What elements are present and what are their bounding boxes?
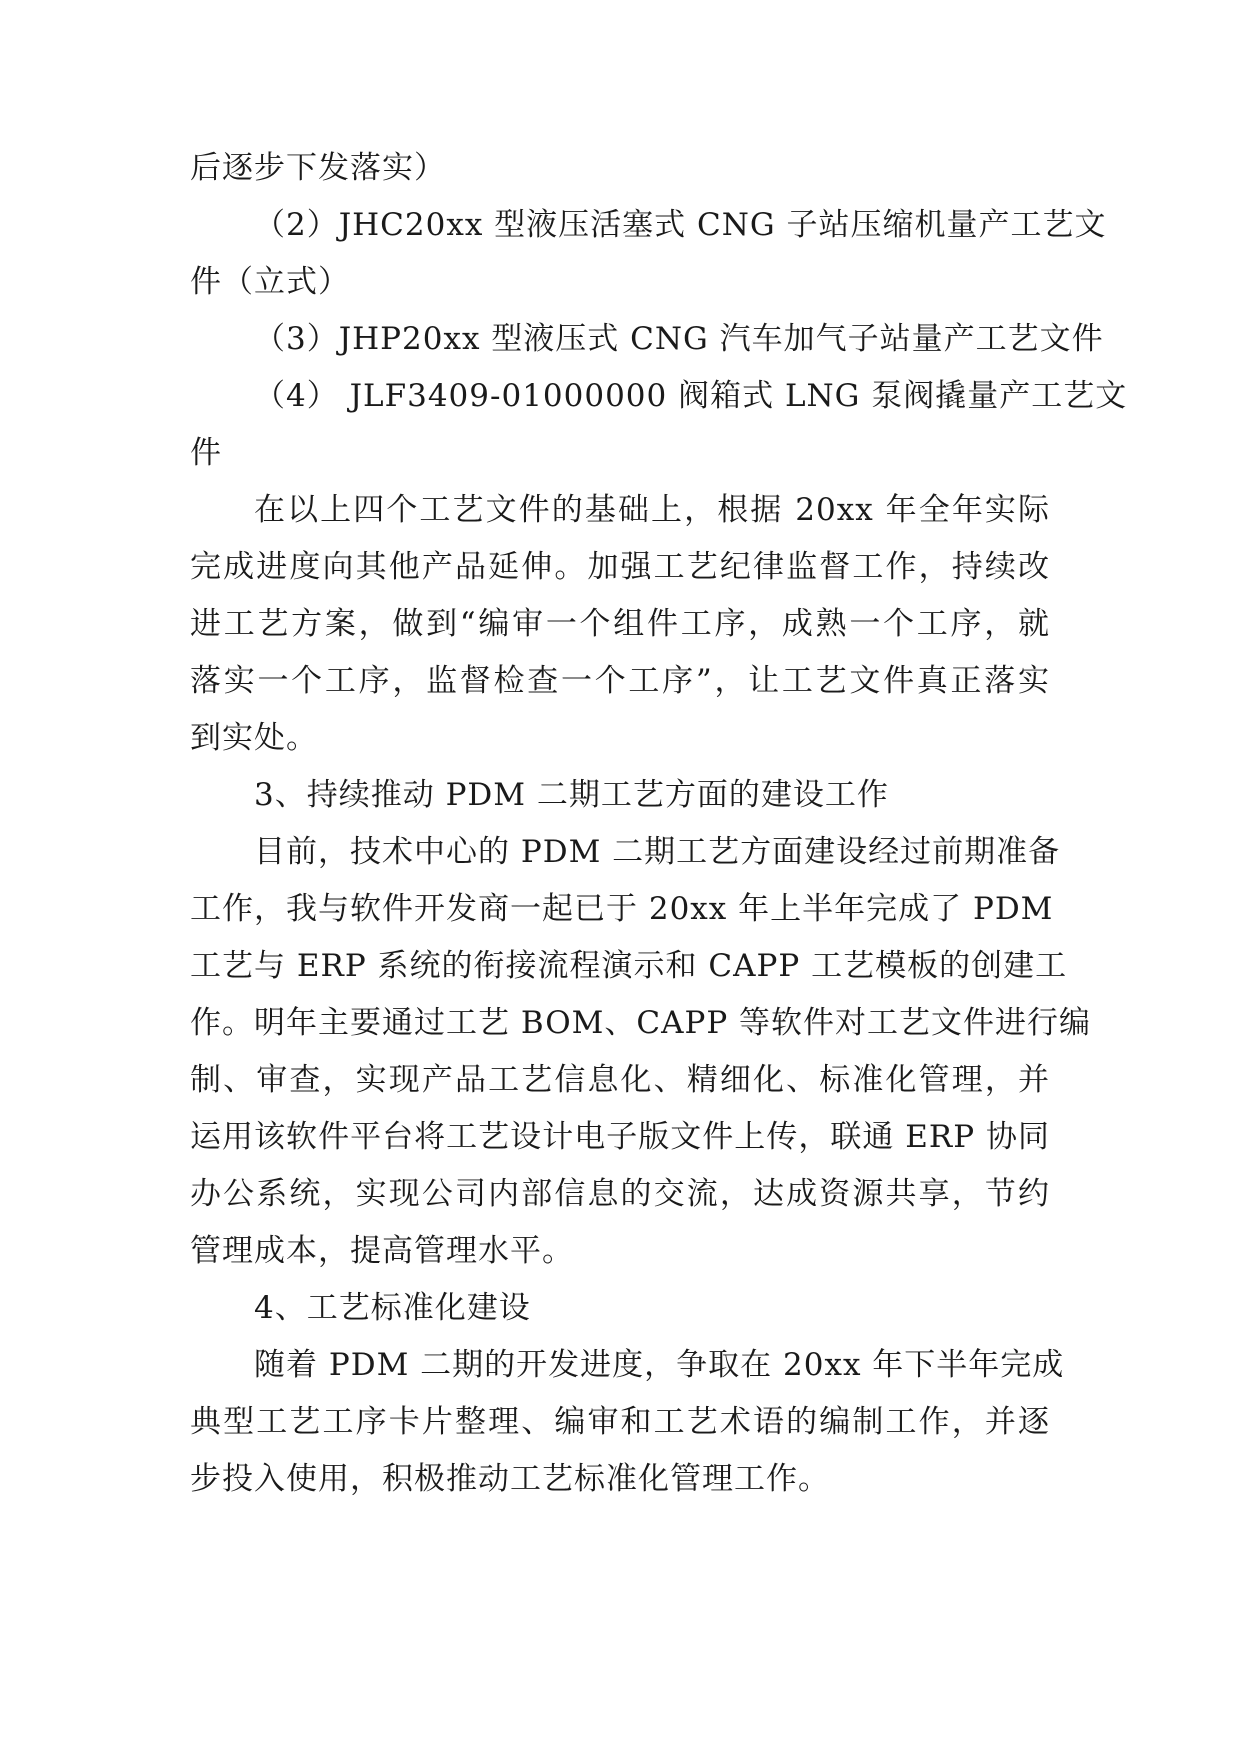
section-heading-4: 4、工艺标准化建设 [254, 1290, 531, 1326]
text-line-22: 随着 PDM 二期的开发进度，争取在 20xx 年下半年完成 [254, 1347, 1065, 1383]
text-line-20: 管理成本，提高管理水平。 [190, 1233, 574, 1269]
text-line-6: 件 [190, 435, 222, 471]
text-line-15: 工艺与 ERP 系统的衔接流程演示和 CAPP 工艺模板的创建工 [190, 948, 1068, 984]
text-line-11: 到实处。 [190, 720, 318, 756]
text-line-17: 制、审查，实现产品工艺信息化、精细化、标准化管理，并 [190, 1062, 1050, 1098]
text-line-3: 件（立式） [190, 264, 350, 300]
text-line-13: 目前，技术中心的 PDM 二期工艺方面建设经过前期准备 [254, 834, 1061, 870]
text-line-14: 工作，我与软件开发商一起已于 20xx 年上半年完成了 PDM [190, 891, 1054, 927]
text-line-1: 后逐步下发落实） [190, 150, 446, 186]
text-line-10: 落实一个工序，监督检查一个工序”，让工艺文件真正落实 [190, 663, 1050, 699]
text-line-5: （4） JLF3409-01000000 阀箱式 LNG 泵阀撬量产工艺文 [254, 378, 1128, 414]
text-line-4: （3）JHP20xx 型液压式 CNG 汽车加气子站量产工艺文件 [254, 321, 1104, 357]
text-line-16: 作。明年主要通过工艺 BOM、CAPP 等软件对工艺文件进行编 [190, 1005, 1092, 1041]
text-line-18: 运用该软件平台将工艺设计电子版文件上传，联通 ERP 协同 [190, 1119, 1050, 1155]
text-line-8: 完成进度向其他产品延伸。加强工艺纪律监督工作，持续改 [190, 549, 1050, 585]
text-line-2: （2）JHC20xx 型液压活塞式 CNG 子站压缩机量产工艺文 [254, 207, 1107, 243]
text-line-23: 典型工艺工序卡片整理、编审和工艺术语的编制工作，并逐 [190, 1404, 1050, 1440]
section-heading-3: 3、持续推动 PDM 二期工艺方面的建设工作 [254, 777, 889, 813]
text-line-7: 在以上四个工艺文件的基础上，根据 20xx 年全年实际 [254, 492, 1050, 528]
text-line-24: 步投入使用，积极推动工艺标准化管理工作。 [190, 1461, 830, 1497]
text-line-9: 进工艺方案，做到“编审一个组件工序，成熟一个工序，就 [190, 606, 1050, 642]
text-line-19: 办公系统，实现公司内部信息的交流，达成资源共享，节约 [190, 1176, 1050, 1212]
